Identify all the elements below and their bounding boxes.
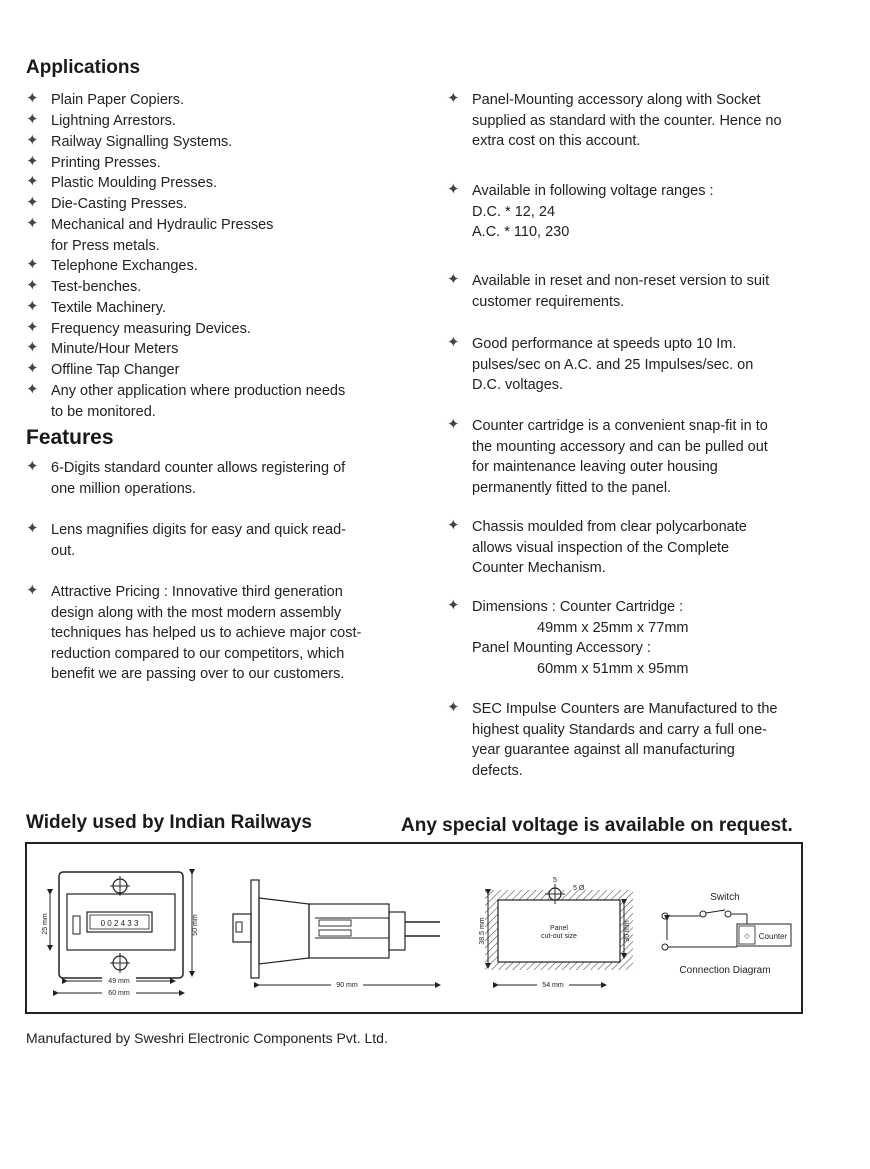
list-item-line: Printing Presses. (51, 155, 161, 171)
star-bullet-icon: ✦ (26, 90, 39, 107)
list-item-line: Counter cartridge is a convenient snap-fit in to (472, 418, 768, 434)
list-item (26, 256, 386, 277)
list-item-line: Mechanical and Hydraulic Presses (51, 217, 274, 233)
hole-diameter-label: 5 Ø (573, 885, 585, 892)
list-item (26, 215, 386, 256)
list-item-line: Lightning Arrestors. (51, 113, 176, 129)
hole-top-label: 5 (553, 877, 557, 884)
list-item-line: benefit we are passing over to our customers. (51, 666, 345, 683)
front-outer-width-label: 60 mm (108, 990, 130, 997)
list-item-line: Plastic Moulding Presses. (51, 175, 218, 191)
list-item (26, 458, 396, 499)
list-item (26, 319, 386, 340)
list-item-line: extra cost on this account. (472, 133, 641, 150)
list-item (26, 277, 386, 298)
star-bullet-icon: ✦ (26, 319, 39, 336)
list-item-line: Available in reset and non-reset version to suit (472, 273, 770, 289)
list-item-line: year guarantee against all manufacturing (472, 742, 735, 759)
list-item (26, 381, 386, 422)
list-item-line: Lens magnifies digits for easy and quick read- (51, 522, 346, 538)
list-item (447, 271, 817, 312)
front-height-label: 25 mm (42, 913, 49, 935)
voltage-request-heading: Any special voltage is available on request. (401, 815, 793, 836)
list-item-line: D.C. * 12, 24 (472, 203, 556, 220)
list-item-line: Offline Tap Changer (51, 362, 180, 378)
list-item-line: D.C. voltages. (472, 377, 564, 394)
list-item-line: A.C. * 110, 230 (472, 224, 570, 241)
list-item (26, 582, 396, 685)
star-bullet-icon: ✦ (447, 597, 460, 614)
star-bullet-icon: ✦ (447, 271, 460, 288)
list-item (26, 111, 386, 132)
star-bullet-icon: ✦ (447, 181, 460, 198)
counter-digits: 0 0 2 4 3 3 (100, 919, 139, 928)
star-bullet-icon: ✦ (26, 111, 39, 128)
star-bullet-icon: ✦ (26, 256, 39, 273)
list-item-line: defects. (472, 762, 523, 779)
list-item-line: Die-Casting Presses. (51, 196, 188, 212)
list-item-line: design along with the most modern assembly (51, 604, 342, 621)
list-item-line: customer requirements. (472, 293, 625, 310)
star-bullet-icon: ✦ (26, 339, 39, 356)
panel-outer-height-label: 38.5 mm (479, 917, 486, 945)
list-item-line: permanently fitted to the panel. (472, 479, 672, 496)
list-item (26, 173, 386, 194)
list-item-line: Chassis moulded from clear polycarbonate (472, 519, 747, 535)
connection-caption: Connection Diagram (679, 965, 771, 976)
list-item-line: for Press metals. (51, 237, 160, 254)
star-bullet-icon: ✦ (26, 153, 39, 170)
star-bullet-icon: ✦ (26, 381, 39, 398)
list-item (26, 298, 386, 319)
list-item-line: Counter Mechanism. (472, 560, 606, 577)
panel-label: Panel (550, 925, 568, 932)
list-item (26, 132, 386, 153)
front-inner-width-label: 49 mm (108, 978, 130, 985)
list-item-line: pulses/sec on A.C. and 25 Impulses/sec. on (472, 356, 754, 373)
list-item-line: Panel Mounting Accessory : (472, 640, 651, 657)
list-item-line: the mounting accessory and can be pulled out (472, 438, 768, 455)
list-item (447, 517, 817, 579)
list-item-line: 60mm x 51mm x 95mm (537, 660, 689, 677)
star-bullet-icon: ✦ (26, 582, 39, 599)
technical-drawing (25, 842, 803, 1014)
list-item (447, 334, 817, 396)
list-item (447, 90, 817, 152)
side-length-label: 90 mm (336, 982, 358, 989)
railways-heading: Widely used by Indian Railways (26, 812, 312, 833)
list-item-line: Telephone Exchanges. (51, 258, 198, 274)
list-item-line: Available in following voltage ranges : (472, 183, 714, 199)
list-item (26, 339, 386, 360)
list-item-line: one million operations. (51, 480, 197, 497)
list-item (26, 90, 386, 111)
list-item-line: Attractive Pricing : Innovative third generation (51, 584, 343, 600)
star-bullet-icon: ✦ (26, 194, 39, 211)
manufacturer-footer: Manufactured by Sweshri Electronic Components Pvt. Ltd. (26, 1030, 388, 1046)
star-bullet-icon: ✦ (447, 90, 460, 107)
list-item-line: to be monitored. (51, 403, 156, 420)
panel-inner-height-label: 30 mm (624, 920, 631, 942)
list-item (447, 416, 817, 498)
cutout-size-label: cut-out size (541, 933, 577, 940)
list-item (447, 699, 817, 781)
star-bullet-icon: ✦ (26, 173, 39, 190)
star-bullet-icon: ✦ (447, 416, 460, 433)
list-item-line: SEC Impulse Counters are Manufactured to the (472, 701, 778, 717)
list-item-line: Plain Paper Copiers. (51, 92, 184, 108)
star-bullet-icon: ✦ (26, 520, 39, 537)
list-item-line: Textile Machinery. (51, 300, 166, 316)
front-outer-height-label: 50 mm (192, 914, 199, 936)
list-item (26, 153, 386, 174)
list-item-line: techniques has helped us to achieve major cost- (51, 625, 362, 642)
star-bullet-icon: ✦ (447, 334, 460, 351)
list-item-line: Frequency measuring Devices. (51, 321, 251, 337)
list-item (26, 520, 396, 561)
list-item-line: out. (51, 542, 76, 559)
list-item-line: Test-benches. (51, 279, 142, 295)
star-bullet-icon: ✦ (447, 699, 460, 716)
star-bullet-icon: ✦ (447, 517, 460, 534)
list-item-line: Railway Signalling Systems. (51, 134, 233, 150)
features-heading: Features (26, 426, 114, 449)
list-item-line: highest quality Standards and carry a full one- (472, 721, 768, 738)
applications-heading: Applications (26, 57, 141, 78)
list-item-line: Any other application where production needs (51, 383, 346, 399)
switch-label: Switch (710, 892, 740, 903)
star-bullet-icon: ✦ (26, 215, 39, 232)
list-item (26, 194, 386, 215)
list-item-line: for maintenance leaving outer housing (472, 459, 718, 476)
star-bullet-icon: ✦ (26, 458, 39, 475)
star-bullet-icon: ✦ (26, 277, 39, 294)
svg-text:◇: ◇ (744, 933, 750, 940)
list-item-line: Minute/Hour Meters (51, 341, 179, 357)
list-item-line: Panel-Mounting accessory along with Socket (472, 92, 761, 108)
list-item-line: allows visual inspection of the Complete (472, 539, 730, 556)
star-bullet-icon: ✦ (26, 298, 39, 315)
list-item (26, 360, 386, 381)
panel-width-label: 54 mm (542, 982, 564, 989)
list-item (447, 597, 817, 679)
list-item-line: 6-Digits standard counter allows registering of (51, 460, 346, 476)
list-item (447, 181, 817, 243)
star-bullet-icon: ✦ (26, 132, 39, 149)
list-item-line: reduction compared to our competitors, which (51, 645, 345, 662)
list-item-line: supplied as standard with the counter. Hence no (472, 112, 782, 129)
star-bullet-icon: ✦ (26, 360, 39, 377)
list-item-line: 49mm x 25mm x 77mm (537, 619, 689, 636)
list-item-line: Dimensions : Counter Cartridge : (472, 599, 684, 615)
drawing-frame (26, 843, 802, 1013)
list-item-line: Good performance at speeds upto 10 Im. (472, 336, 737, 352)
counter-label: Counter (758, 932, 788, 941)
